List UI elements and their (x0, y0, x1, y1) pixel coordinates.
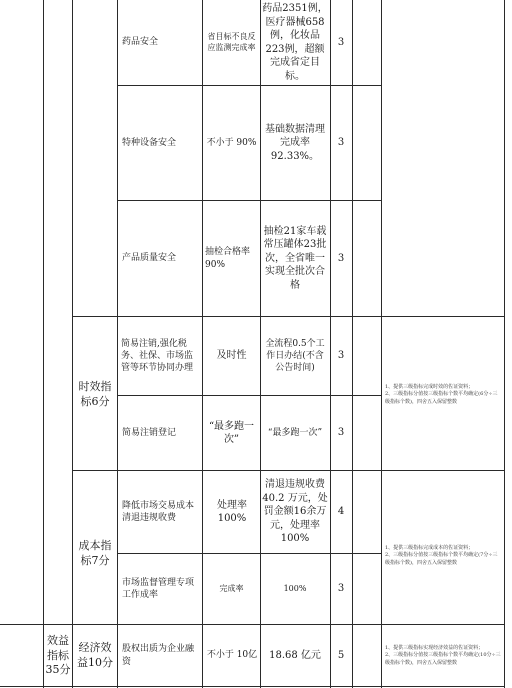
target-cell: 及时性 (216, 350, 247, 362)
note-cost (385, 528, 502, 584)
table-col-divider (260, 0, 261, 688)
table-border-bottom (0, 686, 504, 687)
result-cell: 清退违规收费40.2 万元，处罚金额16余万元，处理率100% (262, 479, 328, 545)
result-cell: “最多跑一次” (267, 427, 323, 438)
table-col-divider (72, 0, 73, 688)
target-cell: 省目标不良反应监测完成率 (207, 31, 256, 52)
target-cell: 处理率 100% (217, 499, 247, 524)
note-line: 2、三级指标分值按三级指标个数平均确定(6分÷三级指标个数)，四舍五入保留整数 (385, 391, 498, 405)
indicator-cell: 简易注销,强化税务、社保、市场监管等环节协同办理 (121, 338, 194, 374)
result-cell: 基础数据清理完成率92.33%。 (265, 123, 325, 162)
indicator-cell: 市场监督管理专项工作成率 (122, 577, 195, 600)
table-border-right (504, 0, 505, 688)
result-cell: 药品2351例，医疗器械658例，化妆品223例，超额完成省定目标。 (262, 3, 328, 82)
table-border-left (43, 0, 44, 688)
note-line: 1、提供三级指标完成时效的佐证资料； (385, 383, 474, 390)
score-cell: 5 (337, 649, 345, 661)
indicator-cell: 药品安全 (122, 37, 159, 48)
table-col-divider (381, 0, 382, 688)
indicator-cell: 产品质量安全 (122, 253, 177, 264)
group-label-cost: 成本指标7分 (78, 539, 112, 567)
target-cell: 不小于 10亿 (206, 650, 258, 661)
group-label-econ: 经济效益10分 (77, 640, 113, 669)
score-cell: 3 (337, 350, 345, 362)
target-cell: “最多跑一次” (208, 420, 255, 445)
indicator-cell: 股权出质为企业融资 (122, 644, 195, 667)
score-cell: 3 (337, 583, 345, 595)
table-col-divider (202, 0, 203, 688)
score-cell: 4 (337, 506, 345, 518)
score-cell: 3 (337, 427, 345, 439)
note-time (385, 365, 502, 425)
result-cell: 全流程0.5个工作日办结(不含公告时间) (265, 338, 325, 374)
score-cell: 3 (337, 137, 345, 149)
indicator-cell: 简易注销登记 (122, 427, 177, 438)
group-label-benefit: 效益指标35分 (45, 633, 71, 677)
result-cell: 抽检21家车载常压罐体23批次，全省唯一实现全批次合格 (263, 225, 327, 291)
target-cell: 不小于 90% (206, 137, 257, 148)
indicator-cell: 降低市场交易成本清退违规收费 (122, 500, 195, 523)
note-line: 2、三级指标分值按三级指标个数平均确定(10分÷三级指标个数)，四舍五入保留整数 (385, 652, 501, 666)
target-cell: 完成率 (219, 583, 244, 593)
indicator-cell: 特种设备安全 (122, 137, 177, 148)
target-cell: 抽检合格率90% (205, 247, 251, 270)
table-col-divider (352, 0, 353, 688)
note-line: 1、提供三级指标完成成本的佐证资料； (385, 544, 474, 551)
result-cell: 100% (283, 583, 307, 593)
score-cell: 3 (337, 36, 345, 48)
table-col-divider (117, 0, 118, 688)
result-cell: 18.68 亿元 (269, 649, 321, 661)
score-cell: 3 (337, 252, 345, 264)
note-econ (385, 628, 502, 684)
group-label-time: 时效指标6分 (78, 380, 112, 408)
note-line: 1、提供三级指标实现经济效益的佐证资料； (385, 644, 484, 651)
note-line: 2、三级指标分值按三级指标个数平均确定(7分÷三级指标个数)，四舍五入保留整数 (385, 552, 498, 566)
